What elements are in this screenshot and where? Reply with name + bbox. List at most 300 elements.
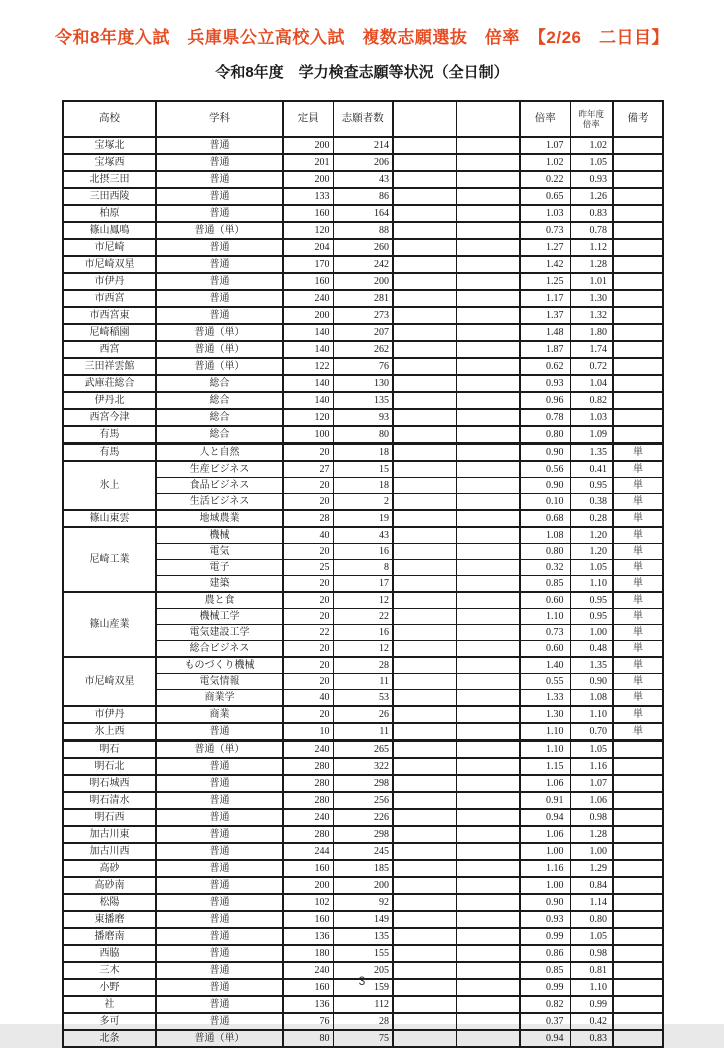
department-cell: 普通 (156, 137, 283, 154)
applicants-cell: 200 (333, 877, 393, 894)
ratio-cell: 1.48 (520, 324, 570, 341)
school-name-cell: 社 (63, 996, 156, 1013)
ratio-cell: 1.27 (520, 239, 570, 256)
table-row (63, 444, 663, 462)
ratio-cell: 1.16 (520, 860, 570, 877)
capacity-cell: 140 (283, 375, 333, 392)
ratio-cell: 1.06 (520, 775, 570, 792)
ratio-cell: 1.40 (520, 657, 570, 674)
applicants-cell: 226 (333, 809, 393, 826)
applicants-cell: 19 (333, 510, 393, 527)
capacity-cell: 240 (283, 962, 333, 979)
blank-cell (393, 1013, 456, 1030)
blank-cell (393, 478, 456, 494)
blank-cell (393, 392, 456, 409)
ratio-cell: 0.94 (520, 809, 570, 826)
school-name-cell: 西宮今津 (63, 409, 156, 426)
blank-cell (456, 641, 520, 658)
table-row (63, 273, 663, 290)
blank-cell (456, 171, 520, 188)
blank-cell (456, 657, 520, 674)
blank-cell (393, 154, 456, 171)
blank-cell (456, 324, 520, 341)
table-row (63, 256, 663, 273)
school-name-cell: 松陽 (63, 894, 156, 911)
prev-ratio-cell: 0.95 (570, 592, 613, 609)
blank-cell (393, 657, 456, 674)
applications-table (62, 100, 664, 1048)
applicants-cell: 205 (333, 962, 393, 979)
applicants-cell: 164 (333, 205, 393, 222)
remarks-cell (613, 775, 663, 792)
blank-cell (456, 911, 520, 928)
capacity-cell: 20 (283, 576, 333, 593)
ratio-cell: 0.93 (520, 375, 570, 392)
remarks-cell (613, 256, 663, 273)
blank-cell (456, 560, 520, 576)
blank-cell (393, 809, 456, 826)
remarks-cell (613, 341, 663, 358)
school-name-cell: 明石北 (63, 758, 156, 775)
ratio-cell: 1.15 (520, 758, 570, 775)
prev-ratio-cell: 1.32 (570, 307, 613, 324)
department-cell: 普通（単） (156, 358, 283, 375)
capacity-cell: 40 (283, 527, 333, 544)
prev-ratio-cell: 0.82 (570, 392, 613, 409)
remarks-cell (613, 307, 663, 324)
remarks-cell (613, 1013, 663, 1030)
ratio-cell: 1.10 (520, 723, 570, 741)
capacity-cell: 25 (283, 560, 333, 576)
blank-cell (393, 358, 456, 375)
department-cell: 電子 (156, 560, 283, 576)
blank-cell (456, 494, 520, 511)
blank-cell (456, 609, 520, 625)
page-title: 令和8年度入試 兵庫県公立高校入試 複数志願選抜 倍率 【2/26 二日目】 (54, 28, 670, 47)
prev-ratio-cell: 1.10 (570, 576, 613, 593)
blank-cell (456, 239, 520, 256)
table-row (63, 706, 663, 723)
capacity-cell: 136 (283, 996, 333, 1013)
prev-ratio-cell: 0.48 (570, 641, 613, 658)
applicants-cell: 93 (333, 409, 393, 426)
applicants-cell: 12 (333, 641, 393, 658)
ratio-cell: 0.10 (520, 494, 570, 511)
blank-cell (393, 625, 456, 641)
remarks-cell: 単 (613, 674, 663, 690)
table-row (63, 324, 663, 341)
remarks-cell (613, 1030, 663, 1047)
applicants-cell: 185 (333, 860, 393, 877)
prev-ratio-cell: 1.30 (570, 290, 613, 307)
blank-cell (456, 877, 520, 894)
remarks-cell (613, 996, 663, 1013)
capacity-cell: 160 (283, 979, 333, 996)
remarks-cell: 単 (613, 560, 663, 576)
remarks-cell: 単 (613, 544, 663, 560)
blank-cell (456, 1030, 520, 1047)
applicants-cell: 17 (333, 576, 393, 593)
blank-cell (456, 256, 520, 273)
blank-cell (393, 775, 456, 792)
school-name-cell: 三田西陵 (63, 188, 156, 205)
col-header-prev-ratio (570, 101, 613, 137)
applicants-cell: 159 (333, 979, 393, 996)
department-cell: 機械 (156, 527, 283, 544)
blank-cell (393, 877, 456, 894)
prev-ratio-cell: 1.04 (570, 375, 613, 392)
prev-ratio-cell: 1.05 (570, 560, 613, 576)
applicants-cell: 18 (333, 444, 393, 462)
department-cell: 総合 (156, 375, 283, 392)
ratio-cell: 1.06 (520, 826, 570, 843)
prev-ratio-cell: 1.07 (570, 775, 613, 792)
prev-ratio-cell: 0.81 (570, 962, 613, 979)
table-row (63, 911, 663, 928)
prev-ratio-header-line2: 倍率 (582, 119, 600, 129)
blank-cell (456, 706, 520, 723)
remarks-cell (613, 877, 663, 894)
applicants-cell: 206 (333, 154, 393, 171)
school-name-cell: 宝塚西 (63, 154, 156, 171)
department-cell: 農と食 (156, 592, 283, 609)
remarks-cell (613, 894, 663, 911)
blank-cell (393, 758, 456, 775)
school-name-cell: 三田祥雲館 (63, 358, 156, 375)
school-name-cell: 尼崎稲園 (63, 324, 156, 341)
table-row (63, 426, 663, 444)
department-cell: 機械工学 (156, 609, 283, 625)
blank-cell (393, 273, 456, 290)
school-name-cell: 明石清水 (63, 792, 156, 809)
blank-cell (456, 723, 520, 741)
blank-cell (456, 690, 520, 707)
blank-cell (393, 494, 456, 511)
remarks-cell (613, 137, 663, 154)
blank-cell (393, 826, 456, 843)
prev-ratio-cell: 0.28 (570, 510, 613, 527)
school-name-cell: 伊丹北 (63, 392, 156, 409)
capacity-cell: 22 (283, 625, 333, 641)
ratio-cell: 0.62 (520, 358, 570, 375)
remarks-cell: 単 (613, 690, 663, 707)
capacity-cell: 133 (283, 188, 333, 205)
blank-cell (393, 544, 456, 560)
blank-cell (456, 775, 520, 792)
blank-cell (393, 945, 456, 962)
ratio-cell: 0.91 (520, 792, 570, 809)
department-cell: 普通 (156, 826, 283, 843)
blank-cell (393, 290, 456, 307)
table-row (63, 592, 663, 609)
department-cell: 建築 (156, 576, 283, 593)
applicants-cell: 130 (333, 375, 393, 392)
department-cell: 普通（単） (156, 341, 283, 358)
department-cell: 普通 (156, 256, 283, 273)
remarks-cell: 単 (613, 527, 663, 544)
capacity-cell: 80 (283, 1030, 333, 1047)
department-cell: 電気建設工学 (156, 625, 283, 641)
table-row (63, 928, 663, 945)
school-name-cell: 宝塚北 (63, 137, 156, 154)
table-row (63, 171, 663, 188)
department-cell: 普通 (156, 792, 283, 809)
table-row (63, 290, 663, 307)
applicants-cell: 8 (333, 560, 393, 576)
ratio-cell: 0.85 (520, 962, 570, 979)
prev-ratio-cell: 1.00 (570, 843, 613, 860)
remarks-cell (613, 239, 663, 256)
applicants-cell: 298 (333, 826, 393, 843)
applicants-cell: 26 (333, 706, 393, 723)
table-row (63, 792, 663, 809)
blank-cell (456, 307, 520, 324)
table-row (63, 657, 663, 674)
school-name-cell: 市伊丹 (63, 706, 156, 723)
remarks-cell: 単 (613, 576, 663, 593)
capacity-cell: 160 (283, 911, 333, 928)
blank-cell (456, 375, 520, 392)
applicants-cell: 149 (333, 911, 393, 928)
blank-cell (456, 826, 520, 843)
school-name-cell: 加古川東 (63, 826, 156, 843)
capacity-cell: 140 (283, 341, 333, 358)
ratio-cell: 0.85 (520, 576, 570, 593)
capacity-cell: 170 (283, 256, 333, 273)
remarks-cell: 単 (613, 723, 663, 741)
ratio-cell: 0.80 (520, 544, 570, 560)
blank-cell (456, 1013, 520, 1030)
school-name-cell: 氷上西 (63, 723, 156, 741)
remarks-cell: 単 (613, 510, 663, 527)
report-subtitle: 令和8年度 学力検査志願等状況（全日制） (215, 64, 509, 81)
department-cell: 普通 (156, 877, 283, 894)
department-cell: 普通 (156, 205, 283, 222)
col-header-ratio: 倍率 (520, 101, 570, 137)
blank-cell (456, 625, 520, 641)
applicants-cell: 86 (333, 188, 393, 205)
ratio-cell: 1.10 (520, 741, 570, 759)
remarks-cell: 単 (613, 609, 663, 625)
capacity-cell: 160 (283, 273, 333, 290)
remarks-cell (613, 188, 663, 205)
applicants-cell: 43 (333, 527, 393, 544)
prev-ratio-cell: 0.41 (570, 461, 613, 478)
applicants-cell: 28 (333, 1013, 393, 1030)
remarks-cell (613, 273, 663, 290)
blank-cell (456, 478, 520, 494)
department-cell: 普通 (156, 894, 283, 911)
prev-ratio-cell: 0.83 (570, 1030, 613, 1047)
table-row (63, 137, 663, 154)
prev-ratio-cell: 1.09 (570, 426, 613, 444)
ratio-cell: 0.56 (520, 461, 570, 478)
department-cell: 普通（単） (156, 1030, 283, 1047)
table-row (63, 461, 663, 478)
ratio-cell: 1.25 (520, 273, 570, 290)
ratio-cell: 0.22 (520, 171, 570, 188)
prev-ratio-cell: 1.14 (570, 894, 613, 911)
ratio-cell: 0.65 (520, 188, 570, 205)
table-row (63, 1013, 663, 1030)
capacity-cell: 20 (283, 674, 333, 690)
table-row (63, 358, 663, 375)
blank-cell (393, 592, 456, 609)
blank-cell (393, 137, 456, 154)
prev-ratio-cell: 0.95 (570, 478, 613, 494)
remarks-cell (613, 205, 663, 222)
blank-cell (393, 894, 456, 911)
school-name-cell: 明石 (63, 741, 156, 759)
prev-ratio-cell: 0.70 (570, 723, 613, 741)
school-name-cell: 篠山産業 (63, 592, 156, 657)
remarks-cell (613, 409, 663, 426)
applicants-cell: 16 (333, 625, 393, 641)
school-name-cell: 明石西 (63, 809, 156, 826)
remarks-cell (613, 741, 663, 759)
department-cell: 普通（単） (156, 741, 283, 759)
applicants-cell: 245 (333, 843, 393, 860)
table-row (63, 945, 663, 962)
blank-cell (456, 205, 520, 222)
capacity-cell: 280 (283, 775, 333, 792)
school-name-cell: 篠山鳳鳴 (63, 222, 156, 239)
school-name-cell: 市西宮東 (63, 307, 156, 324)
applicants-cell: 281 (333, 290, 393, 307)
department-cell: 普通 (156, 154, 283, 171)
ratio-cell: 1.87 (520, 341, 570, 358)
remarks-cell (613, 826, 663, 843)
remarks-cell: 単 (613, 478, 663, 494)
applicants-cell: 80 (333, 426, 393, 444)
ratio-cell: 1.10 (520, 609, 570, 625)
blank-cell (393, 409, 456, 426)
blank-cell (456, 154, 520, 171)
remarks-cell (613, 843, 663, 860)
school-name-cell: 小野 (63, 979, 156, 996)
department-cell: 商業学 (156, 690, 283, 707)
prev-ratio-cell: 0.78 (570, 222, 613, 239)
blank-cell (393, 375, 456, 392)
capacity-cell: 76 (283, 1013, 333, 1030)
blank-cell (393, 188, 456, 205)
blank-cell (456, 758, 520, 775)
blank-cell (456, 290, 520, 307)
capacity-cell: 122 (283, 358, 333, 375)
prev-ratio-cell: 0.90 (570, 674, 613, 690)
ratio-cell: 0.60 (520, 592, 570, 609)
blank-cell (393, 928, 456, 945)
capacity-cell: 27 (283, 461, 333, 478)
table-row (63, 409, 663, 426)
blank-cell (456, 843, 520, 860)
applicants-cell: 92 (333, 894, 393, 911)
capacity-cell: 140 (283, 392, 333, 409)
department-cell: 商業 (156, 706, 283, 723)
department-cell: 普通 (156, 945, 283, 962)
table-row (63, 510, 663, 527)
prev-ratio-cell: 0.72 (570, 358, 613, 375)
blank-cell (456, 592, 520, 609)
blank-cell (393, 205, 456, 222)
capacity-cell: 240 (283, 809, 333, 826)
capacity-cell: 280 (283, 758, 333, 775)
department-cell: 生活ビジネス (156, 494, 283, 511)
table-row (63, 222, 663, 239)
ratio-cell: 0.82 (520, 996, 570, 1013)
school-name-cell: 多可 (63, 1013, 156, 1030)
prev-ratio-cell: 1.28 (570, 826, 613, 843)
blank-cell (456, 527, 520, 544)
school-name-cell: 西宮 (63, 341, 156, 358)
school-name-cell: 東播磨 (63, 911, 156, 928)
department-cell: 総合 (156, 409, 283, 426)
applicants-cell: 260 (333, 239, 393, 256)
applicants-cell: 242 (333, 256, 393, 273)
department-cell: 普通 (156, 996, 283, 1013)
blank-cell (393, 706, 456, 723)
prev-ratio-cell: 0.99 (570, 996, 613, 1013)
applicants-cell: 112 (333, 996, 393, 1013)
ratio-cell: 0.80 (520, 426, 570, 444)
applicants-cell: 75 (333, 1030, 393, 1047)
ratio-cell: 0.68 (520, 510, 570, 527)
header-row (63, 101, 663, 137)
applicants-cell: 11 (333, 674, 393, 690)
school-name-cell: 氷上 (63, 461, 156, 510)
table-row (63, 894, 663, 911)
prev-ratio-cell: 1.74 (570, 341, 613, 358)
prev-ratio-cell: 1.05 (570, 928, 613, 945)
blank-cell (456, 461, 520, 478)
remarks-cell (613, 911, 663, 928)
applicants-cell: 53 (333, 690, 393, 707)
department-cell: 普通 (156, 307, 283, 324)
prev-ratio-cell: 1.29 (570, 860, 613, 877)
remarks-cell: 単 (613, 641, 663, 658)
applicants-cell: 256 (333, 792, 393, 809)
prev-ratio-cell: 1.20 (570, 527, 613, 544)
capacity-cell: 136 (283, 928, 333, 945)
capacity-cell: 20 (283, 494, 333, 511)
applicants-cell: 11 (333, 723, 393, 741)
prev-ratio-cell: 1.08 (570, 690, 613, 707)
prev-ratio-cell: 0.93 (570, 171, 613, 188)
applicants-cell: 16 (333, 544, 393, 560)
prev-ratio-cell: 1.05 (570, 741, 613, 759)
table-row (63, 826, 663, 843)
school-name-cell: 市尼崎双星 (63, 657, 156, 706)
table-row (63, 205, 663, 222)
capacity-cell: 20 (283, 706, 333, 723)
applicants-cell: 43 (333, 171, 393, 188)
remarks-cell: 単 (613, 657, 663, 674)
department-cell: 普通 (156, 962, 283, 979)
applicants-cell: 298 (333, 775, 393, 792)
remarks-cell (613, 928, 663, 945)
department-cell: 普通 (156, 758, 283, 775)
school-name-cell: 市西宮 (63, 290, 156, 307)
capacity-cell: 280 (283, 826, 333, 843)
blank-cell (456, 273, 520, 290)
applicants-cell: 262 (333, 341, 393, 358)
blank-cell (393, 256, 456, 273)
table-row (63, 307, 663, 324)
capacity-cell: 240 (283, 290, 333, 307)
blank-cell (456, 341, 520, 358)
remarks-cell: 単 (613, 625, 663, 641)
prev-ratio-cell: 1.00 (570, 625, 613, 641)
